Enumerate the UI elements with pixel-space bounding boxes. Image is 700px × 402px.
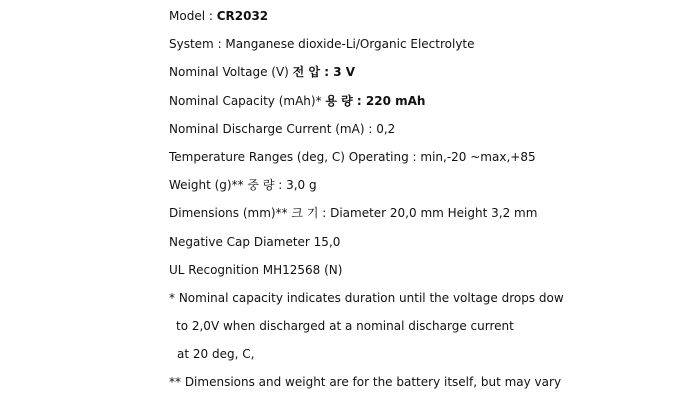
discharge-current-row: Nominal Discharge Current (mA) : 0,2 — [169, 121, 396, 136]
voltage-row — [169, 63, 689, 91]
capacity-note-line-1: * Nominal capacity indicates duration until the voltage drops dow — [169, 290, 564, 305]
voltage-value: 전 압 : 3 V — [292, 65, 356, 80]
capacity-row — [169, 92, 689, 120]
capacity-value: 용 량 : 220 mAh — [325, 93, 426, 108]
dimensions-row: Dimensions (mm)** 크 기 : Diameter 20,0 mm Height 3,2 mm — [169, 206, 538, 221]
model-label: Model : — [169, 9, 217, 23]
capacity-note-line-2: to 2,0V when discharged at a nominal discharge current — [176, 319, 514, 334]
temperature-row: Temperature Ranges (deg, C) Operating : min,-20 ~max,+85 — [169, 149, 536, 164]
system-row: System : Manganese dioxide-Li/Organic Electrolyte — [169, 37, 475, 52]
weight-row: Weight (g)** 중 량 : 3,0 g — [169, 178, 317, 193]
model-value: CR2032 — [216, 9, 269, 23]
capacity-label: Nominal Capacity (mAh)* — [169, 93, 326, 108]
dimension-note: ** Dimensions and weight are for the battery itself, but may vary — [169, 375, 562, 390]
model-row — [169, 7, 689, 35]
battery-spec-list — [169, 7, 689, 402]
ul-recognition-row: UL Recognition MH12568 (N) — [169, 262, 343, 277]
voltage-label: Nominal Voltage (V) — [169, 65, 293, 80]
negative-cap-row: Negative Cap Diameter 15,0 — [169, 234, 341, 249]
capacity-note-line-3: at 20 deg, C, — [177, 347, 255, 362]
